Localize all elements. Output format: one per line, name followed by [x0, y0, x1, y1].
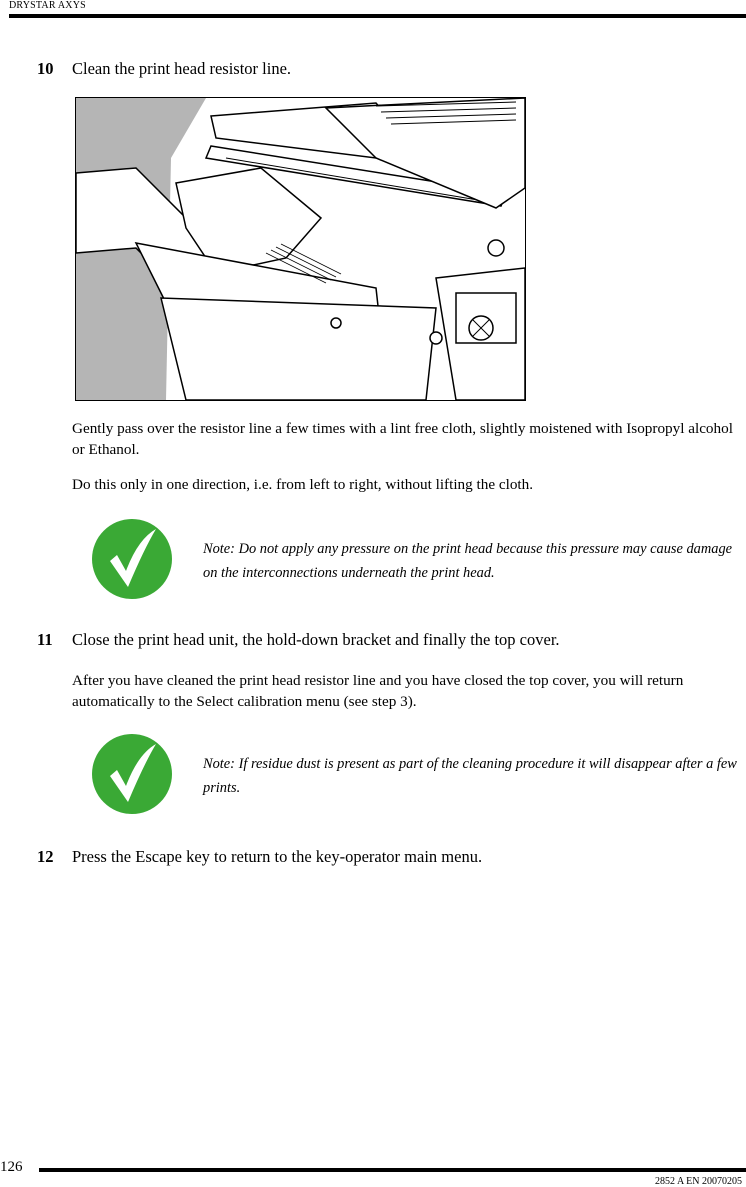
step-10 — [37, 58, 291, 80]
note-text: Note: Do not apply any pressure on the print head because this pressure may cause damage on the interconnections underneath the print head. — [203, 541, 733, 581]
step-number: 11 — [37, 630, 53, 649]
header-rule — [9, 14, 746, 18]
header-title: DRYSTAR AXYS — [9, 0, 86, 11]
checkmark-icon — [90, 732, 174, 816]
step-number: 10 — [37, 59, 54, 78]
step-text: Press the Escape key to return to the key-operator main menu. — [72, 847, 483, 866]
instruction-paragraph: Do this only in one direction, i.e. from left to right, without lifting the cloth. — [72, 476, 534, 493]
printer-illustration — [75, 97, 526, 401]
footer-rule — [39, 1168, 746, 1172]
step-text: Clean the print head resistor line. — [72, 59, 292, 78]
step-number: 12 — [37, 847, 54, 866]
page-number: 126 — [0, 1159, 23, 1175]
checkmark-icon — [90, 517, 174, 601]
note-text: Note: If residue dust is present as part of the cleaning procedure it will disappear after a few prints. — [203, 756, 737, 796]
instruction-paragraph: Gently pass over the resistor line a few times with a lint free cloth, slightly moistened with Isopropyl alcohol or Ethanol. — [72, 420, 733, 458]
instruction-paragraph: After you have cleaned the print head resistor line and you have closed the top cover, you will return automatically to the Select calibration menu (see step 3). — [72, 672, 684, 710]
step-text: Close the print head unit, the hold-down bracket and finally the top cover. — [72, 630, 560, 649]
step-11 — [37, 629, 560, 651]
document-code: 2852 A EN 20070205 — [655, 1176, 742, 1187]
step-12 — [37, 846, 482, 868]
